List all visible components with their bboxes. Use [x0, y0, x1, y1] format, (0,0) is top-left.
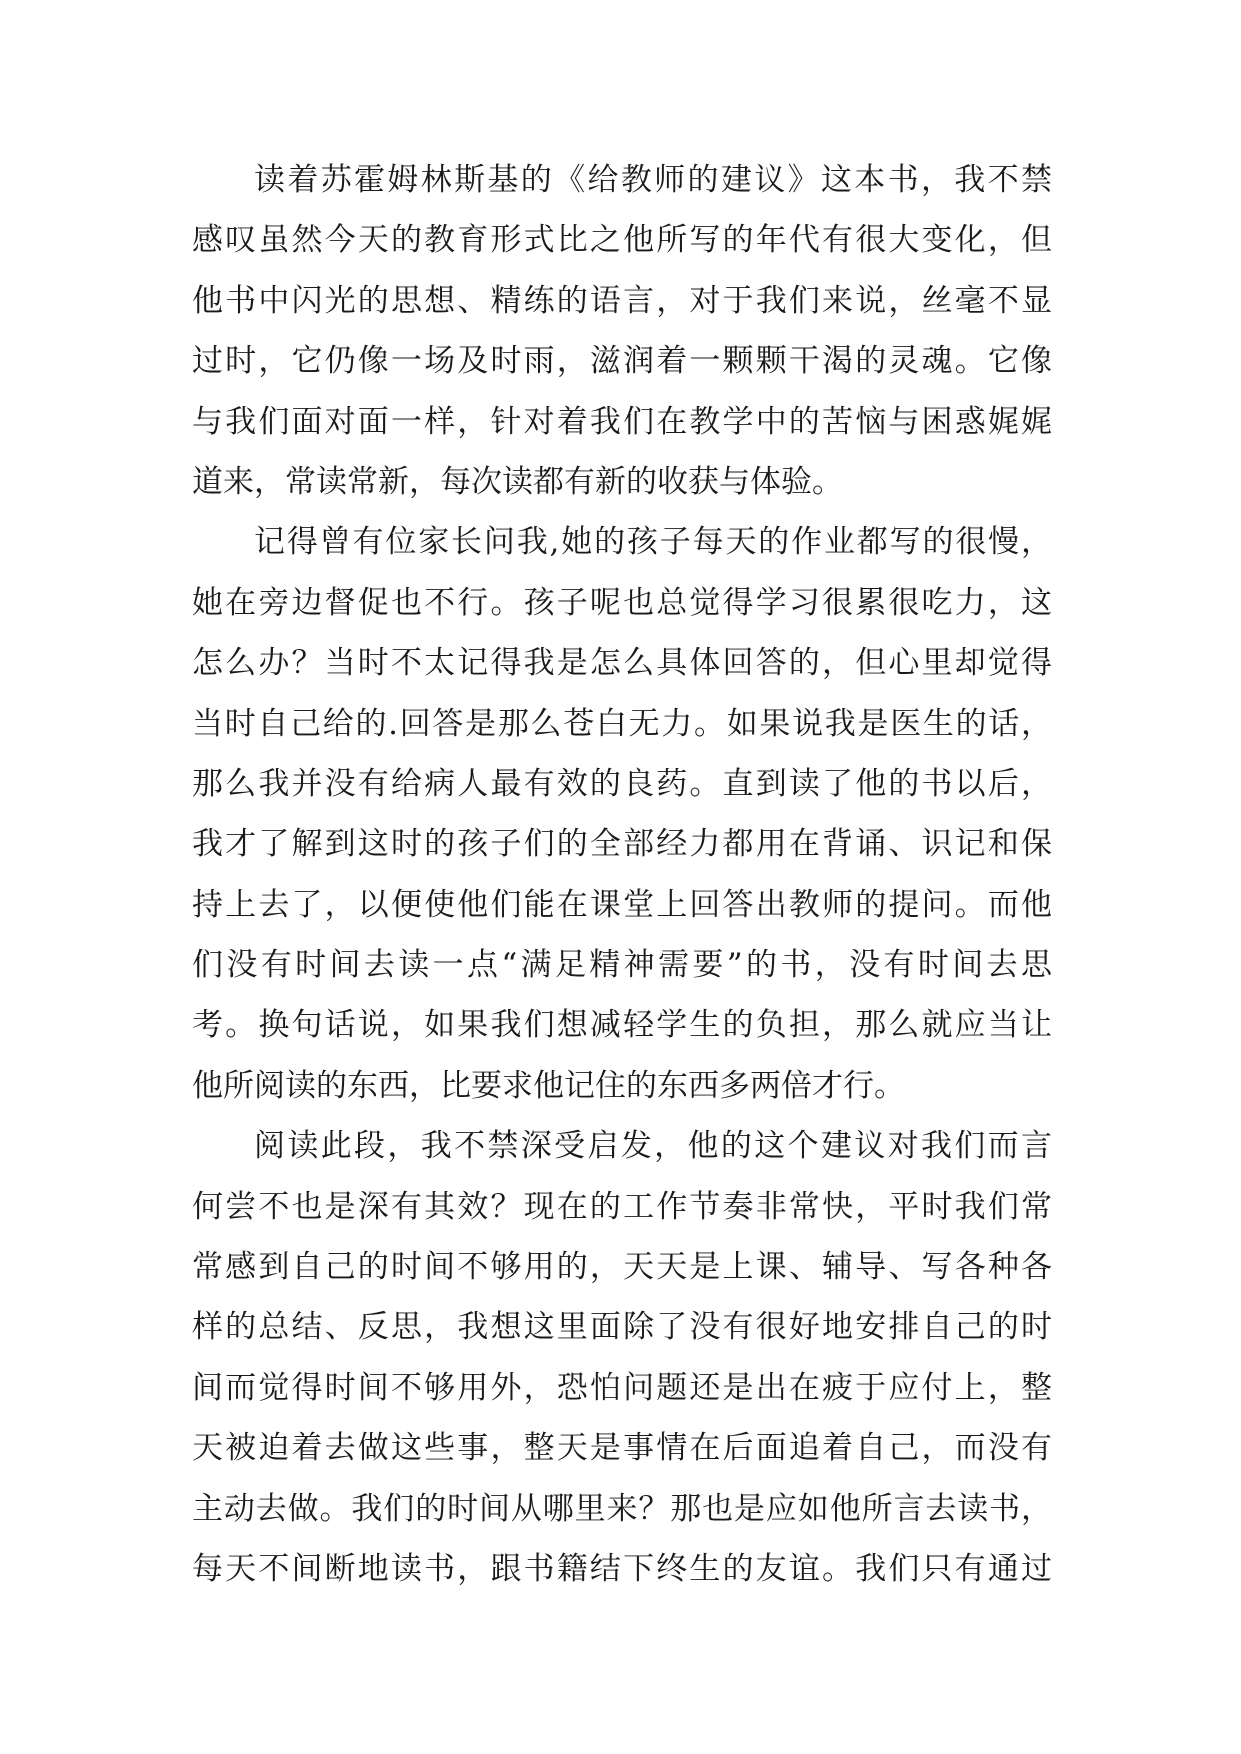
- paragraph-3-line-4: 样的总结、反思，我想这里面除了没有很好地安排自己的时: [192, 1309, 1052, 1346]
- paragraph-1-line-4: 过时，它仍像一场及时雨，滋润着一颗颗干渴的灵魂。它像: [192, 343, 1052, 380]
- paragraph-3-line-2: 何尝不也是深有其效？现在的工作节奏非常快，平时我们常: [192, 1188, 1052, 1225]
- paragraph-2-line-2: 她在旁边督促也不行。孩子呢也总觉得学习很累很吃力，这: [192, 584, 1052, 621]
- paragraph-1-line-2: 感叹虽然今天的教育形式比之他所写的年代有很大变化，但: [192, 222, 1052, 259]
- paragraph-2-line-10: 他所阅读的东西，比要求他记住的东西多两倍才行。: [192, 1067, 905, 1104]
- paragraph-2-line-7: 持上去了，以便使他们能在课堂上回答出教师的提问。而他: [192, 886, 1052, 923]
- paragraph-2-line-4: 当时自己给的.回答是那么苍白无力。如果说我是医生的话，: [192, 705, 1052, 742]
- paragraph-3-line-6: 天被迫着去做这些事，整天是事情在后面追着自己，而没有: [192, 1430, 1052, 1467]
- document-body: [192, 150, 1052, 1599]
- paragraph-3-line-1: 阅读此段，我不禁深受启发，他的这个建议对我们而言: [254, 1128, 1052, 1165]
- paragraph-1-line-6: 道来，常读常新，每次读都有新的收获与体验。: [192, 463, 843, 500]
- paragraph-2-line-6: 我才了解到这时的孩子们的全部经力都用在背诵、识记和保: [192, 826, 1052, 863]
- paragraph-2-line-8: 们没有时间去读一点“满足精神需要”的书，没有时间去思: [192, 947, 1052, 984]
- paragraph-3-line-3: 常感到自己的时间不够用的，天天是上课、辅导、写各种各: [192, 1249, 1052, 1286]
- paragraph-2-line-9: 考。换句话说，如果我们想减轻学生的负担，那么就应当让: [192, 1007, 1052, 1044]
- paragraph-1-line-5: 与我们面对面一样，针对着我们在教学中的苦恼与困惑娓娓: [192, 403, 1052, 440]
- paragraph-3-line-7: 主动去做。我们的时间从哪里来？那也是应如他所言去读书，: [192, 1490, 1052, 1527]
- paragraph-1-line-1: 读着苏霍姆林斯基的《给教师的建议》这本书，我不禁: [254, 162, 1052, 198]
- paragraph-2-line-5: 那么我并没有给病人最有效的良药。直到读了他的书以后，: [192, 765, 1052, 802]
- paragraph-1-line-3: 他书中闪光的思想、精练的语言，对于我们来说，丝毫不显: [192, 282, 1052, 319]
- paragraph-3-line-5: 间而觉得时间不够用外，恐怕问题还是出在疲于应付上，整: [192, 1369, 1052, 1406]
- paragraph-2-line-3: 怎么办？当时不太记得我是怎么具体回答的，但心里却觉得: [192, 645, 1052, 682]
- paragraph-3-line-8: 每天不间断地读书，跟书籍结下终生的友谊。我们只有通过: [192, 1550, 1052, 1587]
- paragraph-2-line-1: 记得曾有位家长问我,她的孩子每天的作业都写的很慢，: [254, 524, 1052, 561]
